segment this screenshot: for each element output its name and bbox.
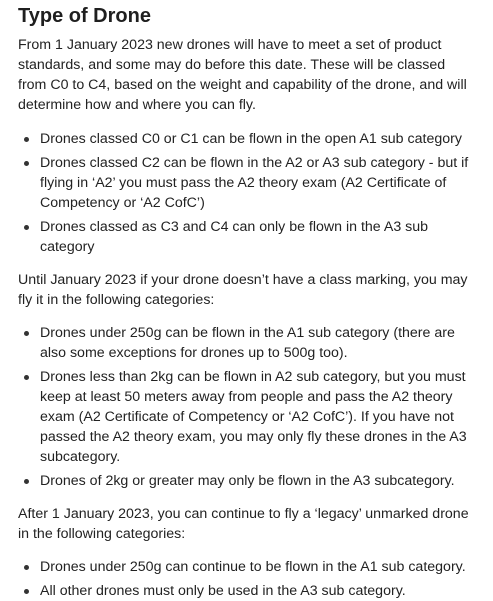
class-marking-list <box>18 129 477 257</box>
intro-paragraph: From 1 January 2023 new drones will have to meet a set of product standards, and some may do before this date. These will be classed from C0 to C4, based on the weight and capability of the drone, and will determine how and where you can fly. <box>18 37 467 113</box>
list-item: Drones classed as C3 and C4 can only be flown in the A3 sub category <box>18 217 477 257</box>
unmarked-drone-list <box>18 323 477 491</box>
list-item: Drones classed C0 or C1 can be flown in the open A1 sub category <box>18 129 477 149</box>
list-item: Drones of 2kg or greater may only be flown in the A3 subcategory. <box>18 471 477 491</box>
list-item: All other drones must only be used in the A3 sub category. <box>18 581 477 601</box>
list-item: Drones classed C2 can be flown in the A2 or A3 sub category - but if flying in ‘A2’ you must pass the A2 theory exam (A2 Certificate of Competency or ‘A2 CofC’) <box>18 153 477 213</box>
until-2023-paragraph: Until January 2023 if your drone doesn’t have a class marking, you may fly it in the following categories: <box>18 272 468 308</box>
list-item: Drones less than 2kg can be flown in A2 sub category, but you must keep at least 50 meters away from people and pass the A2 theory exam (A2 Certificate of Competency or ‘A2 CofC’). If you have not passed the A2 theory exam, you may only fly these drones in the A3 subcategory. <box>18 367 477 467</box>
legacy-drone-list <box>18 557 477 601</box>
page-title: Type of Drone <box>18 5 151 27</box>
after-2023-paragraph: After 1 January 2023, you can continue to fly a ‘legacy’ unmarked drone in the following categories: <box>18 506 469 542</box>
list-item: Drones under 250g can be flown in the A1 sub category (there are also some exceptions for drones up to 500g too). <box>18 323 477 363</box>
list-item: Drones under 250g can continue to be flown in the A1 sub category. <box>18 557 477 577</box>
